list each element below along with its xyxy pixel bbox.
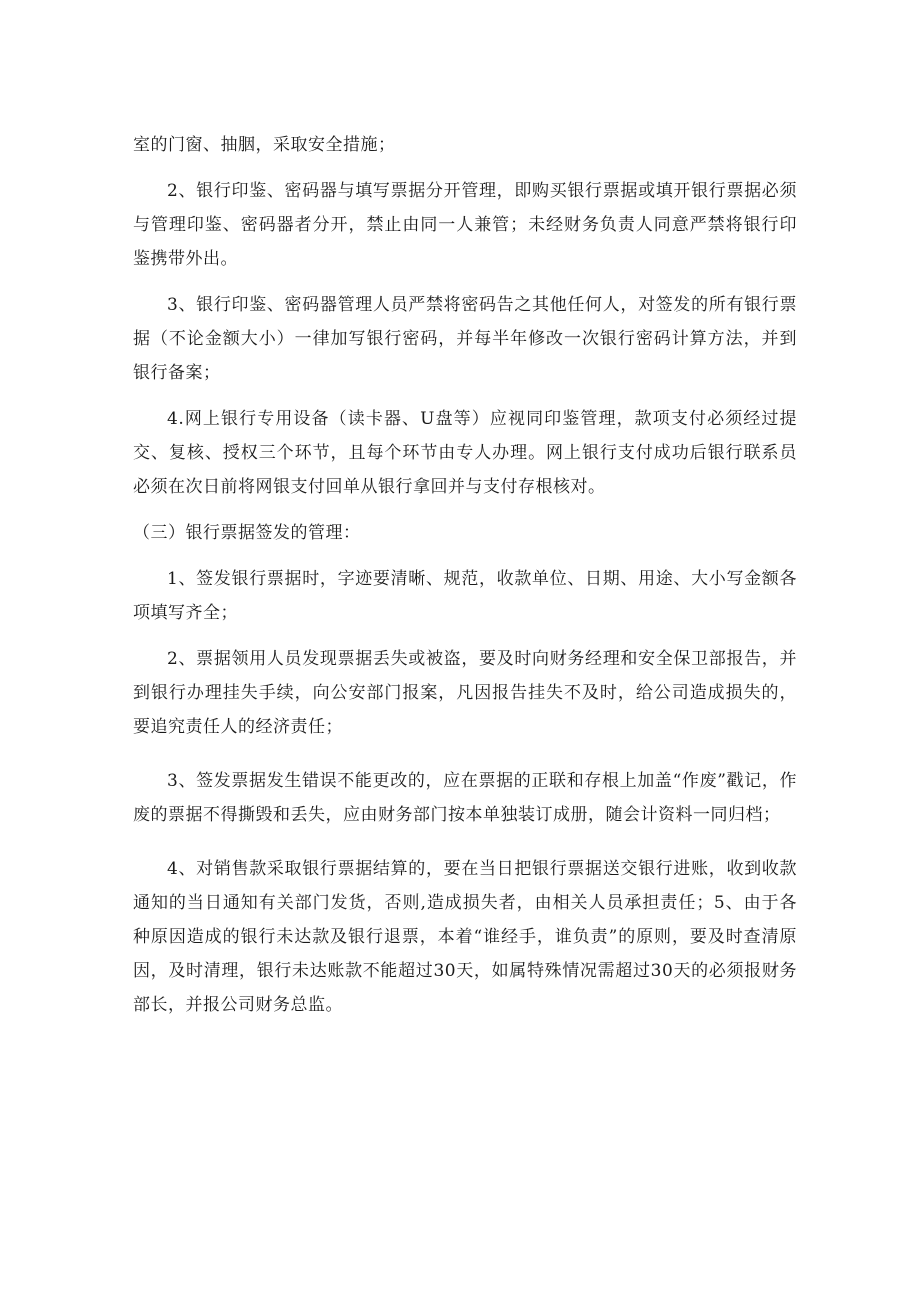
paragraph-ticket-3: 3、签发票据发生错误不能更改的，应在票据的正联和存根上加盖“作废”戳记，作废的票据不得撕毁和丢失，应由财务部门按本单独装订成册，随会计资料一同归档； [133,771,797,825]
paragraph-ticket-1: 1、签发银行票据时，字迹要清晰、规范，收款单位、日期、用途、大小写金额各项填写齐全； [133,569,797,623]
paragraph-ticket-2: 2、票据领用人员发现票据丢失或被盗，要及时向财务经理和安全保卫部报告，并到银行办理挂失手续，向公安部门报案，凡因报告挂失不及时，给公司造成损失的，要追究责任人的经济责任； [133,649,797,737]
paragraph-continuation: 室的门窗、抽胭，采取安全措施； [133,135,396,155]
paragraph-item-3: 3、银行印鉴、密码器管理人员严禁将密码告之其他任何人，对签发的所有银行票据（不论金额大小）一律加写银行密码，并每半年修改一次银行密码计算方法，并到银行备案； [133,295,797,383]
paragraph-item-2: 2、银行印鉴、密码器与填写票据分开管理，即购买银行票据或填开银行票据必须与管理印鉴、密码器者分开，禁止由同一人兼管；未经财务负责人同意严禁将银行印鉴携带外出。 [133,181,797,269]
paragraph-item-4: 4.网上银行专用设备（读卡器、U盘等）应视同印鉴管理，款项支付必须经过提交、复核、授权三个环节，且每个环节由专人办理。网上银行支付成功后银行联系员必须在次日前将网银支付回单从银行拿回并与支付存根核对。 [133,409,797,497]
section-heading: （三）银行票据签发的管理： [133,523,361,543]
document-body [133,128,797,1034]
paragraph-ticket-4: 4、对销售款采取银行票据结算的，要在当日把银行票据送交银行进账，收到收款通知的当日通知有关部门发货，否则,造成损失者，由相关人员承担责任；5、由于各种原因造成的银行未达款及银行退票，本着“谁经手，谁负责”的原则，要及时查清原因，及时清理，银行未达账款不能超过30天，如属特殊情况需超过30天的必须报财务部长，并报公司财务总监。 [133,859,797,1015]
